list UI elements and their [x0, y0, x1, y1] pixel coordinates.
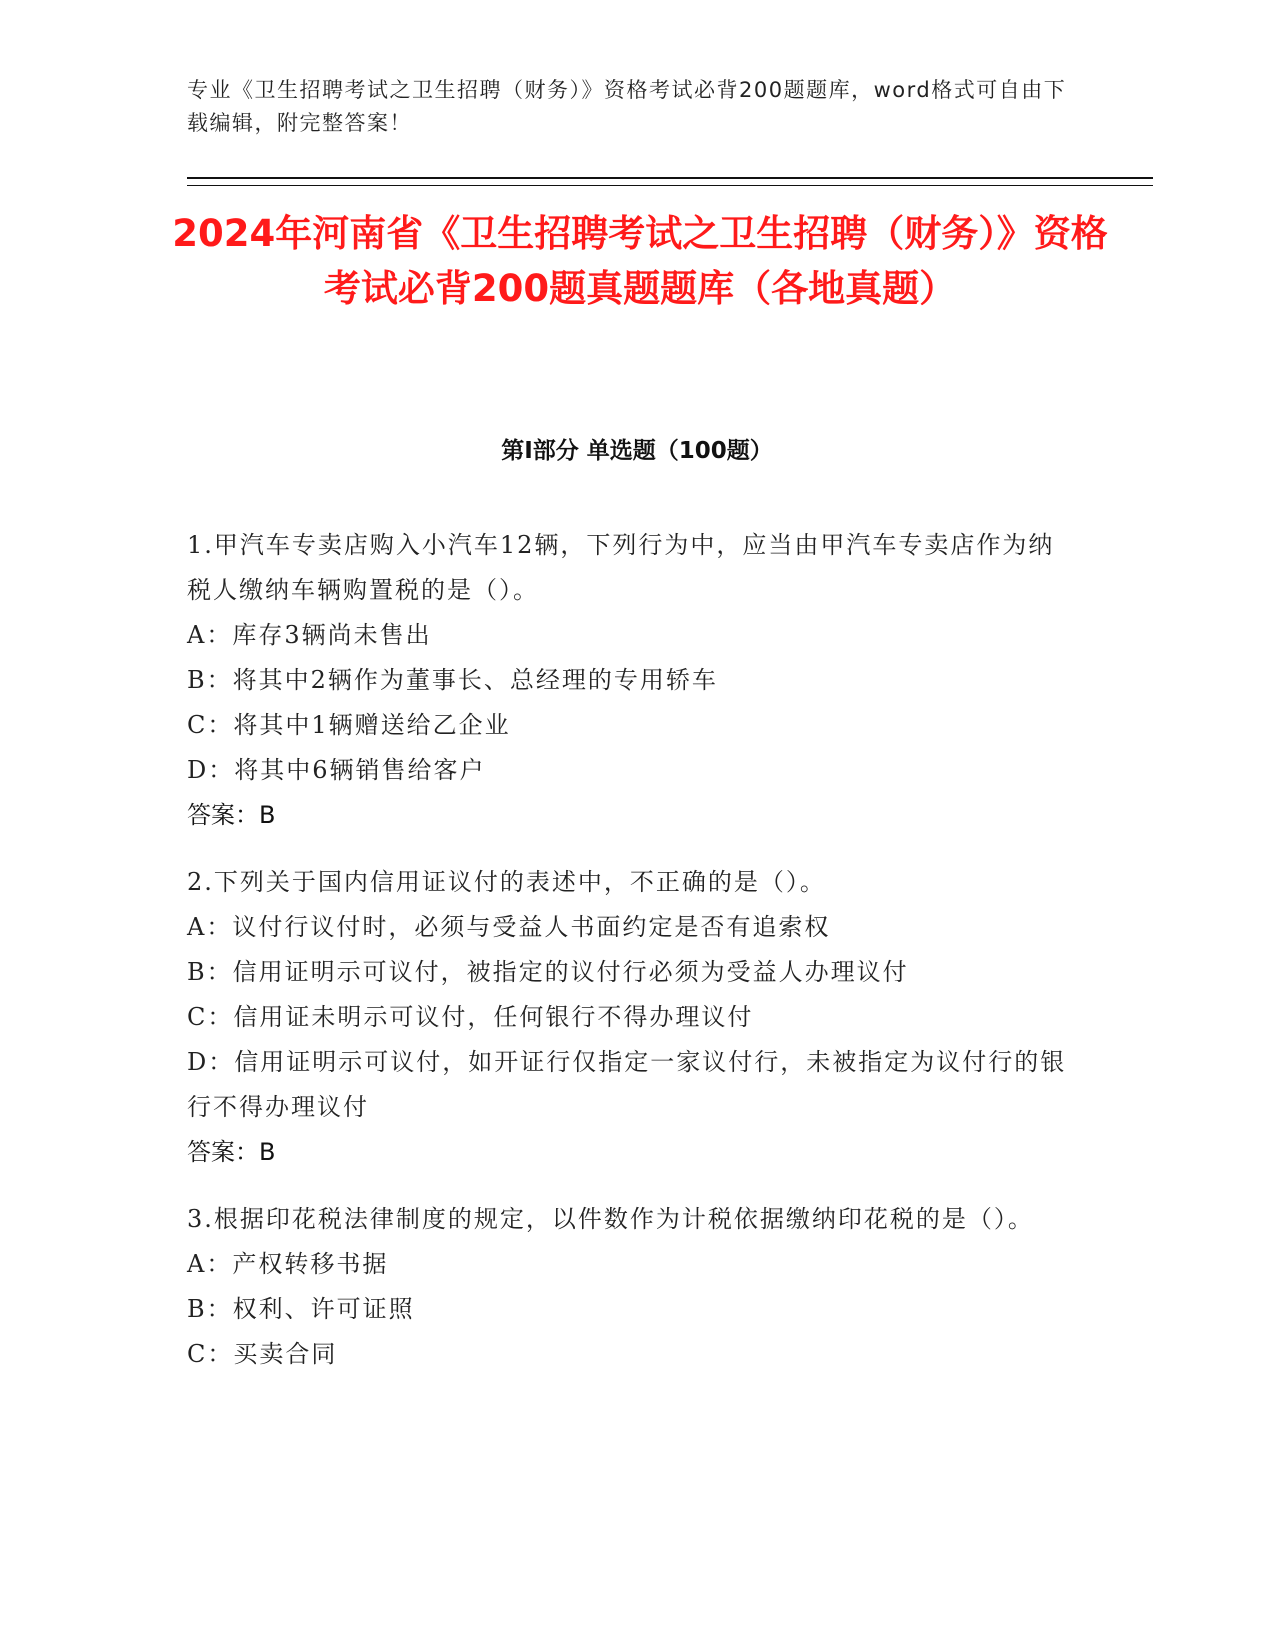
option-d: D：将其中6辆销售给客户 — [187, 756, 486, 784]
option-d: D：信用证明示可议付，如开证行仅指定一家议付行，未被指定为议付行的银行不得办理议付 — [187, 1048, 1067, 1121]
question-2 — [187, 860, 1067, 1175]
answer: 答案：B — [187, 1138, 276, 1166]
option-c: C：买卖合同 — [187, 1340, 338, 1368]
option-a: A：库存3辆尚未售出 — [187, 621, 432, 649]
question-stem: 2.下列关于国内信用证议付的表述中，不正确的是（）。 — [187, 868, 826, 896]
option-b: B：权利、许可证照 — [187, 1295, 415, 1323]
option-c: C：信用证未明示可议付，任何银行不得办理议付 — [187, 1003, 754, 1031]
option-b: B：将其中2辆作为董事长、总经理的专用轿车 — [187, 666, 718, 694]
header-divider-thick — [187, 177, 1153, 179]
header-note: 专业《卫生招聘考试之卫生招聘（财务）》资格考试必背200题题库，word格式可自由下载编辑，附完整答案！ — [187, 78, 1067, 135]
answer: 答案：B — [187, 801, 276, 829]
header-divider-thin — [187, 185, 1153, 186]
option-a: A：议付行议付时，必须与受益人书面约定是否有追索权 — [187, 913, 831, 941]
question-list — [187, 523, 1067, 1399]
option-a: A：产权转移书据 — [187, 1250, 389, 1278]
question-1 — [187, 523, 1067, 838]
document-title: 2024年河南省《卫生招聘考试之卫生招聘（财务）》资格考试必背200题真题题库（各地真题） — [172, 212, 1108, 310]
option-b: B：信用证明示可议付，被指定的议付行必须为受益人办理议付 — [187, 958, 909, 986]
section-title: 第I部分 单选题（100题） — [501, 438, 773, 464]
question-stem: 1.甲汽车专卖店购入小汽车12辆，下列行为中，应当由甲汽车专卖店作为纳税人缴纳车辆购置税的是（）。 — [187, 531, 1055, 604]
question-stem: 3.根据印花税法律制度的规定，以件数作为计税依据缴纳印花税的是（）。 — [187, 1205, 1034, 1233]
question-3 — [187, 1197, 1067, 1377]
option-c: C：将其中1辆赠送给乙企业 — [187, 711, 511, 739]
